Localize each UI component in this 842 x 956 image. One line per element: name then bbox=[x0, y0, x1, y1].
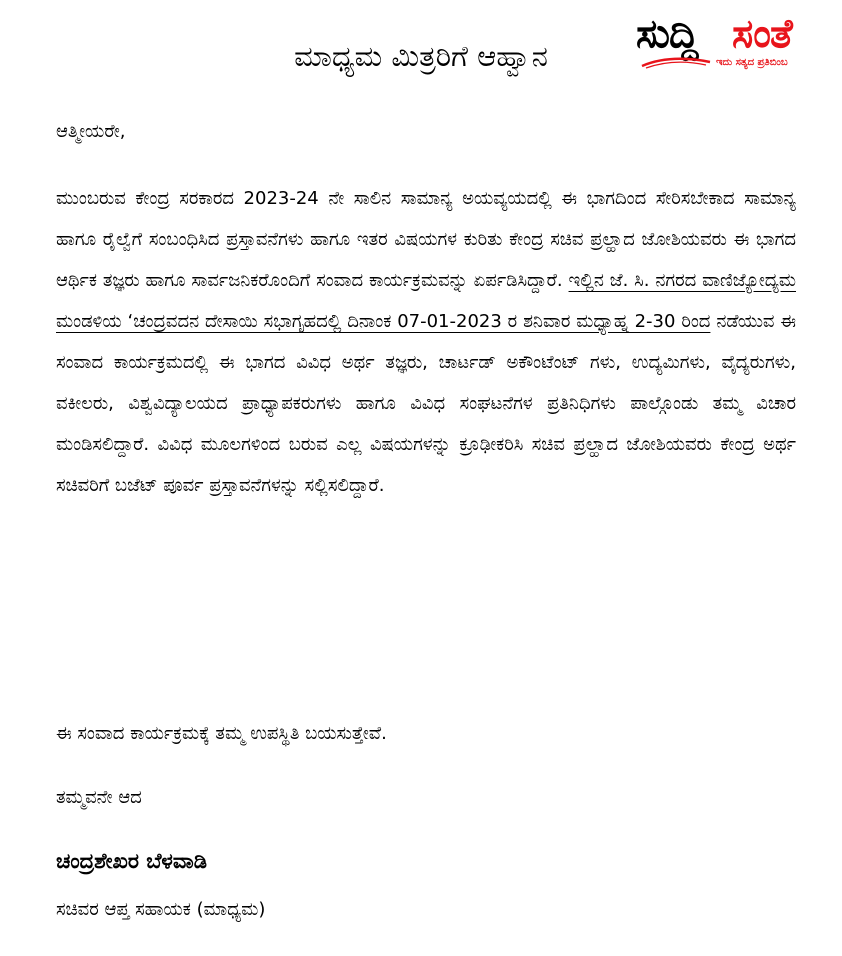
signer-role: ಸಚಿವರ ಆಪ್ತ ಸಹಾಯಕ (ಮಾಧ್ಯಮ) bbox=[56, 899, 266, 920]
page-title: ಮಾಧ್ಯಮ ಮಿತ್ರರಿಗೆ ಆಹ್ವಾನ bbox=[294, 39, 548, 73]
body-text-details: ನಡೆಯುವ ಈ ಸಂವಾದ ಕಾರ್ಯಕ್ರಮದಲ್ಲಿ ಈ ಭಾಗದ ವಿವಿಧ ಅರ್ಥ ತಜ್ಞರು, ಚಾರ್ಟಡ್ ಅಕೌಂಟೆಂಟ್ ಗಳು, ಉದ್ಯಮಿಗಳು, ವೈದ್ಯರುಗಳು, ವಕೀಲರು, ವಿಶ್ವವಿದ್ಯಾಲಯದ ಪ್ರಾಧ್ಯಾಪಕರುಗಳು ಹಾಗೂ ವಿವಿಧ ಸಂಘಟನೆಗಳ ಪ್ರತಿನಿಧಿಗಳು ಪಾಲ್ಗೊಂಡು ತಮ್ಮ ವಿಚಾರ ಮಂಡಿಸಲಿದ್ದಾರೆ. ವಿವಿಧ ಮೂಲಗಳಿಂದ ಬರುವ ಎಲ್ಲ ವಿಷಯಗಳನ್ನು ಕ್ರೂಢೀಕರಿಸಿ ಸಚಿವ ಪ್ರಲ್ಹಾದ ಜೋಶಿಯವರು ಕೇಂದ್ರ ಅರ್ಥ ಸಚಿವರಿಗೆ ಬಜೆಟ್ ಪೂರ್ವ ಪ್ರಸ್ತಾವನೆಗಳನ್ನು ಸಲ್ಲಿಸಲಿದ್ದಾರೆ. bbox=[56, 311, 796, 496]
body-paragraph bbox=[56, 178, 796, 506]
signer-name: ಚಂದ್ರಶೇಖರ ಬೆಳವಾಡಿ bbox=[56, 849, 207, 873]
invitation-line: ಈ ಸಂವಾದ ಕಾರ್ಯಕ್ರಮಕ್ಕೆ ತಮ್ಮ ಉಪಸ್ಥಿತಿ ಬಯಸುತ್ತೇವೆ. bbox=[56, 723, 387, 744]
logo-tagline: ಇದು ಸತ್ಯದ ಪ್ರತಿಬಿಂಬ bbox=[716, 57, 788, 68]
closing-line: ತಮ್ಮವನೇ ಆದ bbox=[56, 787, 142, 808]
logo-word-sante: ಸಂತೆ bbox=[732, 11, 792, 57]
logo-word-suddi: ಸುದ್ದಿ bbox=[636, 11, 698, 57]
body-text-intro: ಮುಂಬರುವ ಕೇಂದ್ರ ಸರಕಾರದ 2023-24 ನೇ ಸಾಲಿನ ಸಾಮಾನ್ಯ ಅಯವ್ಯಯದಲ್ಲಿ ಈ ಭಾಗದಿಂದ ಸೇರಿಸಬೇಕಾದ ಸಾಮಾನ್ಯ ಹಾಗೂ ರೈಲ್ವೆಗೆ ಸಂಬಂಧಿಸಿದ ಪ್ರಸ್ತಾವನೆಗಳು ಹಾಗೂ ಇತರ ವಿಷಯಗಳ ಕುರಿತು ಕೇಂದ್ರ ಸಚಿವ ಪ್ರಲ್ಹಾದ ಜೋಶಿಯವರು ಈ ಭಾಗದ ಆರ್ಥಿಕ ತಜ್ಞರು ಹಾಗೂ ಸಾರ್ವಜನಿಕರೊಂದಿಗೆ ಸಂವಾದ ಕಾರ್ಯಕ್ರಮವನ್ನು ಏರ್ಪಡಿಸಿದ್ದಾರೆ. bbox=[56, 188, 796, 291]
greeting: ಆತ್ಮೀಯರೇ, bbox=[56, 121, 126, 142]
event-venue-datetime: ಇಲ್ಲಿನ ಜೆ. ಸಿ. ನಗರದ ವಾಣಿಜ್ಯೋದ್ಯಮ ಮಂಡಳಿಯ ‘ಚಂದ್ರವದನ ದೇಸಾಯಿ ಸಭಾಗೃಹದಲ್ಲಿ ದಿನಾಂಕ 07-01-2023 ರ ಶನಿವಾರ ಮಧ್ಯಾಹ್ನ 2-30 ರಿಂದ bbox=[56, 270, 796, 332]
